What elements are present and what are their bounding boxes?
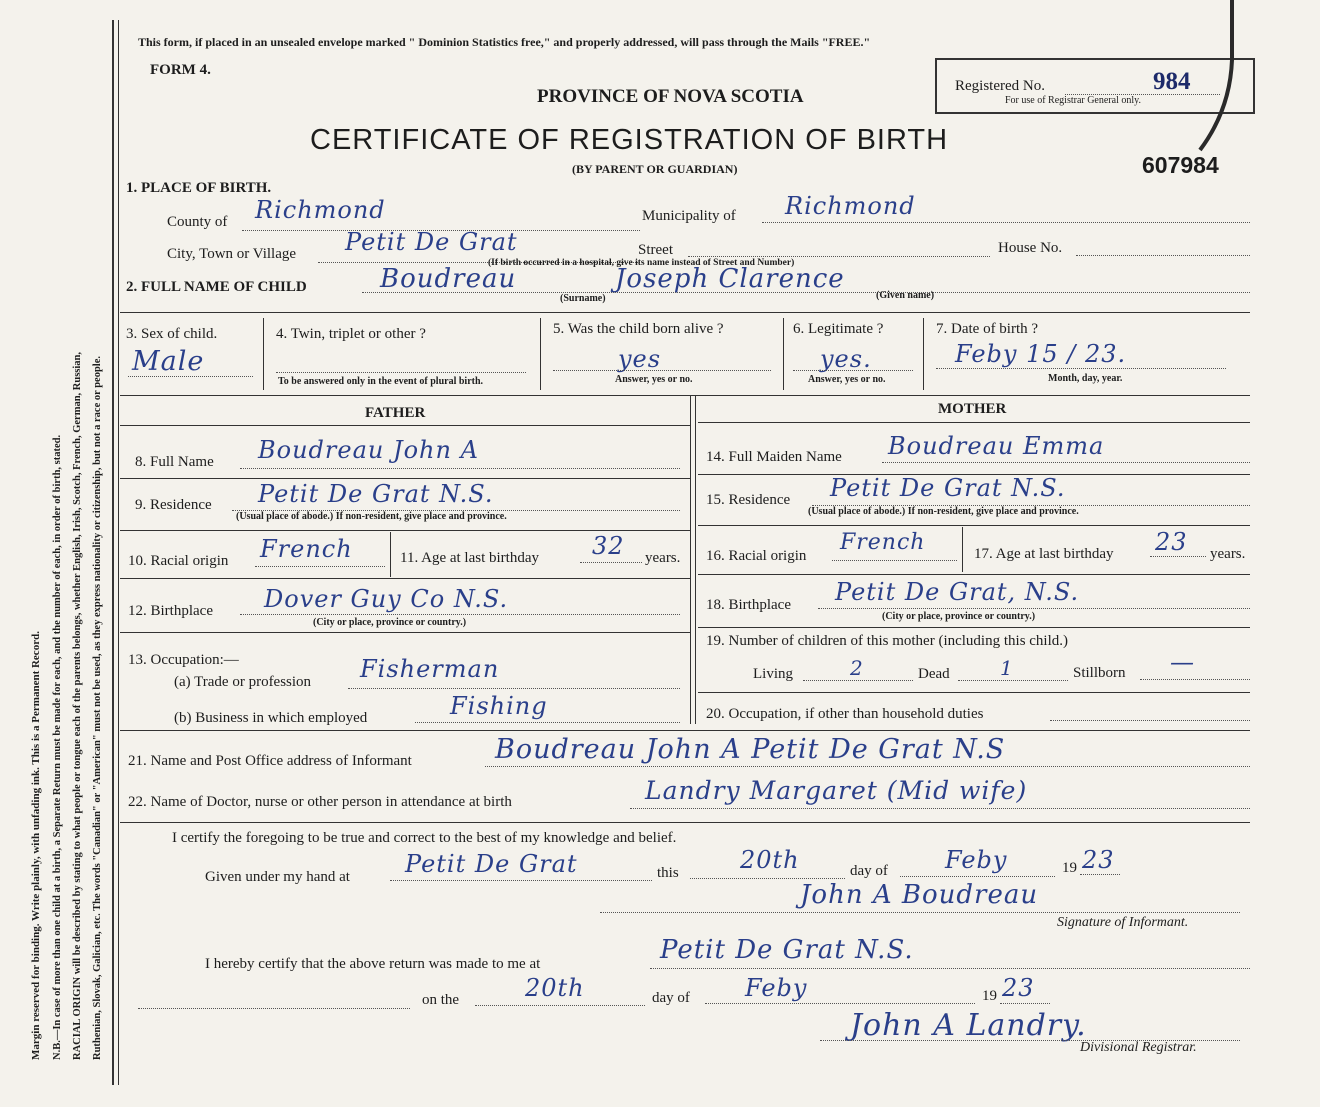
- father-birthplace-label: 12. Birthplace: [128, 603, 213, 619]
- cert-month: Feby: [945, 846, 1008, 874]
- reg-month: Feby: [745, 974, 808, 1002]
- registered-value: 984: [1153, 68, 1191, 95]
- certificate-title: CERTIFICATE OF REGISTRATION OF BIRTH: [310, 124, 949, 156]
- registrar-note: For use of Registrar General only.: [1005, 95, 1141, 106]
- legitimate-note: Answer, yes or no.: [808, 374, 886, 385]
- county-label: County of: [167, 214, 228, 230]
- sex-value: Male: [132, 346, 205, 377]
- doctor-value: Landry Margaret (Mid wife): [645, 776, 1028, 805]
- reg-year: 23: [1002, 974, 1035, 1002]
- father-occupation-label: 13. Occupation:—: [128, 652, 239, 668]
- form-number: FORM 4.: [150, 62, 211, 78]
- reg-day-of-label: day of: [652, 990, 690, 1006]
- mother-birthplace-note: (City or place, province or country.): [882, 611, 1036, 622]
- city-value: Petit De Grat: [345, 228, 518, 256]
- county-value: Richmond: [255, 196, 386, 224]
- mother-racial-value: French: [840, 530, 926, 555]
- given-caption: (Given name): [876, 290, 935, 301]
- reg-year-prefix: 19: [982, 988, 997, 1004]
- trade-value: Fisherman: [360, 655, 500, 683]
- pen-stroke-mark: [1180, 0, 1240, 170]
- place-heading: 1. PLACE OF BIRTH.: [126, 180, 272, 196]
- mother-birthplace-label: 18. Birthplace: [706, 597, 791, 613]
- informant-value: Boudreau John A Petit De Grat N.S: [495, 734, 1006, 765]
- stillborn-label: Stillborn: [1073, 665, 1126, 681]
- this-label: this: [657, 865, 679, 881]
- father-name-value: Boudreau John A: [258, 436, 479, 464]
- mother-age-label: 17. Age at last birthday: [974, 546, 1114, 562]
- registrar-signature: John A Landry.: [850, 1008, 1087, 1043]
- father-racial-label: 10. Racial origin: [128, 553, 229, 569]
- left-border-inner: [118, 20, 119, 1085]
- margin-note-nationality: Ruthenian, Slovak, Galician, etc. The words "Canadian" or "American" must not be used, as they express nationality or citizenship, but not a race or people.: [92, 355, 103, 1060]
- mother-birthplace-value: Petit De Grat, N.S.: [835, 578, 1080, 606]
- mail-note: This form, if placed in an unsealed envelope marked " Dominion Statistics free," and properly addressed, will pass through the Mails "FREE.": [138, 35, 871, 49]
- child-surname: Boudreau: [380, 264, 517, 294]
- doctor-label: 22. Name of Doctor, nurse or other person in attendance at birth: [128, 794, 512, 810]
- city-label: City, Town or Village: [167, 246, 297, 262]
- trade-label: (a) Trade or profession: [174, 674, 312, 690]
- mother-age-unit: years.: [1210, 546, 1246, 562]
- twin-label: 4. Twin, triplet or other ?: [276, 326, 426, 342]
- municipality-label: Municipality of: [642, 208, 736, 224]
- living-value: 2: [850, 656, 864, 680]
- province-heading: PROVINCE OF NOVA SCOTIA: [537, 86, 804, 107]
- alive-note: Answer, yes or no.: [615, 374, 693, 385]
- dead-label: Dead: [918, 666, 950, 682]
- mother-name-label: 14. Full Maiden Name: [706, 449, 842, 465]
- father-birthplace-value: Dover Guy Co N.S.: [264, 585, 509, 613]
- twin-note: To be answered only in the event of plural birth.: [278, 376, 484, 387]
- cert-year: 23: [1082, 846, 1115, 874]
- business-value: Fishing: [450, 692, 548, 720]
- father-heading: FATHER: [365, 405, 426, 421]
- municipality-value: Richmond: [785, 192, 916, 220]
- cert-day-of-label: day of: [850, 863, 888, 879]
- father-residence-label: 9. Residence: [135, 497, 212, 513]
- mother-age-value: 23: [1155, 528, 1188, 556]
- mother-residence-value: Petit De Grat N.S.: [830, 474, 1066, 502]
- registrar-statement: I hereby certify that the above return was made to me at: [205, 956, 541, 972]
- registrar-place: Petit De Grat N.S.: [660, 935, 914, 965]
- cert-year-prefix: 19: [1062, 860, 1077, 876]
- dob-value: Feby 15 / 23.: [955, 340, 1127, 368]
- on-the-label: on the: [422, 992, 460, 1008]
- margin-note-multiple-births: N.B.—In case of more than one child at a birth, a Separate Return must be made for each, and the number of each, in order of birth, stated.: [52, 434, 63, 1060]
- father-age-label: 11. Age at last birthday: [400, 550, 539, 566]
- father-residence-value: Petit De Grat N.S.: [258, 480, 494, 508]
- child-name-label: 2. FULL NAME OF CHILD: [126, 279, 307, 295]
- mother-occupation-label: 20. Occupation, if other than household duties: [706, 706, 984, 722]
- father-name-label: 8. Full Name: [135, 454, 214, 470]
- father-racial-value: French: [260, 535, 353, 563]
- street-label: Street: [638, 242, 673, 258]
- given-under-hand-label: Given under my hand at: [205, 869, 350, 885]
- dead-value: 1: [1000, 656, 1014, 680]
- dob-note: Month, day, year.: [1048, 373, 1123, 384]
- father-birthplace-note: (City or place, province or country.): [313, 617, 467, 628]
- business-label: (b) Business in which employed: [174, 710, 368, 726]
- dob-label: 7. Date of birth ?: [936, 321, 1039, 337]
- informant-label: 21. Name and Post Office address of Informant: [128, 753, 412, 769]
- mother-racial-label: 16. Racial origin: [706, 548, 807, 564]
- hospital-note: (If birth occurred in a hospital, give its name instead of Street and Number): [488, 258, 795, 268]
- sex-label: 3. Sex of child.: [126, 326, 218, 342]
- father-residence-note: (Usual place of abode.) If non-resident, give place and province.: [236, 511, 507, 522]
- mother-heading: MOTHER: [938, 401, 1007, 417]
- mother-residence-label: 15. Residence: [706, 492, 791, 508]
- living-label: Living: [753, 666, 793, 682]
- children-count-label: 19. Number of children of this mother (including this child.): [706, 633, 1069, 649]
- stillborn-value: —: [1170, 648, 1195, 676]
- certificate-subtitle: (BY PARENT OR GUARDIAN): [572, 162, 738, 176]
- certify-statement: I certify the foregoing to be true and correct to the best of my knowledge and belief.: [172, 830, 677, 846]
- mother-residence-note: (Usual place of abode.) If non-resident, give place and province.: [808, 506, 1079, 517]
- margin-note-binding: Margin reserved for binding. Write plainly, with unfading ink. This is a Permanent Record.: [30, 631, 42, 1060]
- alive-label: 5. Was the child born alive ?: [553, 321, 724, 337]
- father-age-unit: years.: [645, 550, 681, 566]
- alive-value: yes: [618, 345, 662, 373]
- informant-signature: John A Boudreau: [800, 880, 1039, 910]
- child-given-name: Joseph Clarence: [615, 264, 845, 294]
- informant-signature-caption: Signature of Informant.: [1057, 915, 1189, 930]
- registrar-signature-caption: Divisional Registrar.: [1080, 1040, 1197, 1055]
- house-label: House No.: [998, 240, 1063, 256]
- father-age-value: 32: [592, 532, 625, 560]
- serial-number: 607984: [1142, 152, 1219, 178]
- given-place: Petit De Grat: [405, 850, 578, 878]
- cert-day: 20th: [740, 846, 800, 874]
- reg-day: 20th: [525, 974, 585, 1002]
- legitimate-label: 6. Legitimate ?: [793, 321, 884, 337]
- margin-note-racial-origin: RACIAL ORIGIN will be described by stating to what people or tongue each of the parents belongs, whether English, Irish, Scotch, French, German, Russian,: [72, 351, 83, 1060]
- registered-label: Registered No.: [955, 78, 1045, 94]
- surname-caption: (Surname): [560, 293, 606, 304]
- left-border: [112, 20, 114, 1085]
- legitimate-value: yes.: [820, 345, 872, 373]
- mother-name-value: Boudreau Emma: [888, 432, 1105, 460]
